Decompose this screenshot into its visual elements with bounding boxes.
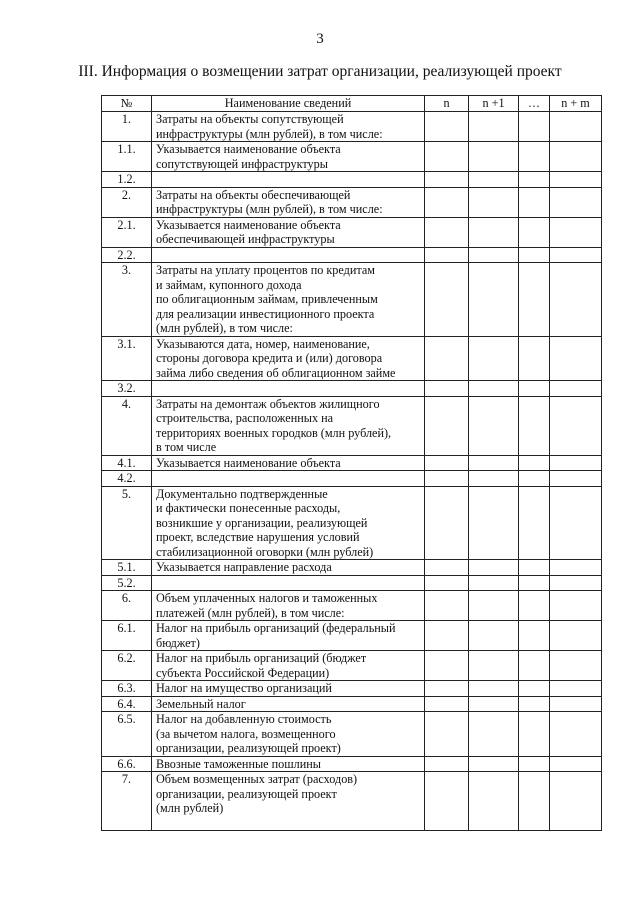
row-description-line: и займам, купонного дохода bbox=[156, 277, 302, 292]
row-number: 6.5. bbox=[102, 712, 152, 757]
row-description-line: организации, реализующей проект) bbox=[156, 741, 341, 755]
table-row bbox=[102, 772, 602, 831]
value-year-n-plus-1 bbox=[469, 712, 519, 757]
row-description-line: Налог на прибыль организаций (бюджет bbox=[156, 651, 367, 665]
value-year-n-plus-m bbox=[550, 142, 602, 172]
value-year-n bbox=[425, 486, 469, 560]
row-number: 2. bbox=[102, 187, 152, 217]
value-year-n-plus-m bbox=[550, 772, 602, 831]
value-year-n-plus-1 bbox=[469, 560, 519, 576]
row-description-line: стабилизационной оговорки (млн рублей) bbox=[156, 544, 374, 559]
value-year-n-plus-m bbox=[550, 336, 602, 381]
row-description-line bbox=[156, 471, 420, 486]
row-description-line: Налог на добавленную стоимость bbox=[156, 712, 332, 726]
value-year-n-plus-1 bbox=[469, 217, 519, 247]
value-year-n-plus-m bbox=[550, 172, 602, 188]
table-row bbox=[102, 396, 602, 455]
row-description-line: (млн рублей), в том числе: bbox=[156, 321, 293, 335]
table-row bbox=[102, 712, 602, 757]
row-description bbox=[152, 560, 425, 576]
row-number: 6.6. bbox=[102, 756, 152, 772]
value-year-n-plus-1 bbox=[469, 696, 519, 712]
value-year-n-plus-m bbox=[550, 247, 602, 263]
value-ellipsis bbox=[519, 772, 550, 831]
row-description-line: сопутствующей инфраструктуры bbox=[156, 156, 328, 171]
value-year-n-plus-m bbox=[550, 696, 602, 712]
row-description-line: Указывается направление расхода bbox=[156, 560, 332, 574]
header-name: Наименование сведений bbox=[152, 96, 425, 112]
header-ellipsis: … bbox=[519, 96, 550, 112]
table-row bbox=[102, 471, 602, 487]
value-year-n-plus-m bbox=[550, 651, 602, 681]
row-number: 5.2. bbox=[102, 575, 152, 591]
row-description-line: Указывается наименование объекта bbox=[156, 217, 341, 232]
row-description-line: Указывается наименование объекта bbox=[156, 455, 341, 470]
row-description bbox=[152, 142, 425, 172]
table-row bbox=[102, 756, 602, 772]
value-year-n-plus-1 bbox=[469, 336, 519, 381]
row-description-line: платежей (млн рублей), в том числе: bbox=[156, 605, 345, 620]
row-description-line: инфраструктуры (млн рублей), в том числе: bbox=[156, 126, 383, 141]
row-description-line: Затраты на демонтаж объектов жилищного bbox=[156, 396, 380, 411]
row-number: 1.2. bbox=[102, 172, 152, 188]
row-description-line: возникшие у организации, реализующей bbox=[156, 515, 368, 530]
table-row bbox=[102, 247, 602, 263]
row-number: 1.1. bbox=[102, 142, 152, 172]
value-year-n bbox=[425, 696, 469, 712]
table-row bbox=[102, 263, 602, 337]
value-year-n-plus-m bbox=[550, 217, 602, 247]
value-ellipsis bbox=[519, 381, 550, 397]
row-description-line bbox=[156, 576, 420, 591]
value-ellipsis bbox=[519, 560, 550, 576]
value-ellipsis bbox=[519, 336, 550, 381]
row-description bbox=[152, 396, 425, 455]
value-ellipsis bbox=[519, 217, 550, 247]
row-description-line bbox=[156, 381, 420, 396]
value-year-n bbox=[425, 142, 469, 172]
value-ellipsis bbox=[519, 247, 550, 263]
value-ellipsis bbox=[519, 486, 550, 560]
row-description bbox=[152, 217, 425, 247]
value-year-n bbox=[425, 336, 469, 381]
value-year-n-plus-1 bbox=[469, 621, 519, 651]
value-year-n-plus-m bbox=[550, 591, 602, 621]
value-ellipsis bbox=[519, 396, 550, 455]
value-year-n bbox=[425, 621, 469, 651]
row-description bbox=[152, 681, 425, 697]
value-year-n bbox=[425, 112, 469, 142]
value-ellipsis bbox=[519, 112, 550, 142]
table-row bbox=[102, 486, 602, 560]
value-ellipsis bbox=[519, 187, 550, 217]
row-number: 3.1. bbox=[102, 336, 152, 381]
value-year-n bbox=[425, 591, 469, 621]
value-year-n-plus-1 bbox=[469, 681, 519, 697]
row-number: 4. bbox=[102, 396, 152, 455]
row-description-line: Документально подтвержденные bbox=[156, 486, 328, 501]
row-description-line: по облигационным займам, привлеченным bbox=[156, 292, 378, 306]
row-description-line: Налог на прибыль организаций (федеральный bbox=[156, 621, 396, 635]
value-year-n bbox=[425, 381, 469, 397]
value-ellipsis bbox=[519, 712, 550, 757]
table-row bbox=[102, 651, 602, 681]
row-number: 6. bbox=[102, 591, 152, 621]
value-ellipsis bbox=[519, 142, 550, 172]
row-description bbox=[152, 575, 425, 591]
value-year-n bbox=[425, 187, 469, 217]
value-ellipsis bbox=[519, 621, 550, 651]
row-number: 7. bbox=[102, 772, 152, 831]
row-description-line bbox=[156, 248, 420, 263]
table-row bbox=[102, 575, 602, 591]
table-row bbox=[102, 696, 602, 712]
value-year-n-plus-1 bbox=[469, 263, 519, 337]
row-description-line: займа либо сведения об облигационном займе bbox=[156, 365, 396, 380]
value-year-n-plus-m bbox=[550, 575, 602, 591]
row-description-line: бюджет) bbox=[156, 635, 200, 650]
value-year-n bbox=[425, 172, 469, 188]
row-description-line: субъекта Российской Федерации) bbox=[156, 665, 330, 680]
row-description bbox=[152, 455, 425, 471]
row-description bbox=[152, 756, 425, 772]
row-description-line: Указываются дата, номер, наименование, bbox=[156, 336, 370, 351]
table-row bbox=[102, 187, 602, 217]
value-ellipsis bbox=[519, 756, 550, 772]
value-year-n-plus-m bbox=[550, 396, 602, 455]
row-description-line bbox=[156, 816, 420, 831]
value-ellipsis bbox=[519, 681, 550, 697]
row-description-line: территориях военных городков (млн рублей), bbox=[156, 425, 392, 440]
row-description-line: Земельный налог bbox=[156, 696, 246, 711]
table-row bbox=[102, 560, 602, 576]
value-year-n-plus-1 bbox=[469, 486, 519, 560]
value-year-n-plus-1 bbox=[469, 651, 519, 681]
value-year-n-plus-1 bbox=[469, 756, 519, 772]
header-year-n: n bbox=[425, 96, 469, 112]
value-year-n bbox=[425, 712, 469, 757]
value-year-n-plus-1 bbox=[469, 396, 519, 455]
row-description-line: Объем возмещенных затрат (расходов) bbox=[156, 772, 358, 786]
reimbursement-info-table bbox=[101, 95, 602, 831]
row-description bbox=[152, 651, 425, 681]
row-description-line: стороны договора кредита и (или) договора bbox=[156, 351, 383, 365]
header-year-n-plus-1: n +1 bbox=[469, 96, 519, 112]
row-number: 2.1. bbox=[102, 217, 152, 247]
row-description bbox=[152, 381, 425, 397]
row-number: 6.1. bbox=[102, 621, 152, 651]
table-row bbox=[102, 112, 602, 142]
row-description-line: и фактически понесенные расходы, bbox=[156, 501, 341, 515]
value-ellipsis bbox=[519, 263, 550, 337]
value-ellipsis bbox=[519, 575, 550, 591]
value-year-n bbox=[425, 217, 469, 247]
value-year-n-plus-1 bbox=[469, 381, 519, 397]
table-header-row bbox=[102, 96, 602, 112]
value-year-n-plus-m bbox=[550, 756, 602, 772]
row-description-line: обеспечивающей инфраструктуры bbox=[156, 232, 335, 246]
row-description-line: Затраты на объекты обеспечивающей bbox=[156, 187, 351, 202]
value-year-n-plus-1 bbox=[469, 455, 519, 471]
row-description bbox=[152, 591, 425, 621]
row-number: 2.2. bbox=[102, 247, 152, 263]
value-year-n-plus-1 bbox=[469, 591, 519, 621]
value-ellipsis bbox=[519, 591, 550, 621]
row-description-line: Затраты на объекты сопутствующей bbox=[156, 112, 344, 126]
value-year-n-plus-m bbox=[550, 112, 602, 142]
row-number: 3.2. bbox=[102, 381, 152, 397]
value-year-n-plus-1 bbox=[469, 142, 519, 172]
table-row bbox=[102, 381, 602, 397]
value-year-n-plus-m bbox=[550, 560, 602, 576]
value-year-n-plus-1 bbox=[469, 112, 519, 142]
value-year-n-plus-m bbox=[550, 681, 602, 697]
value-year-n bbox=[425, 772, 469, 831]
row-description bbox=[152, 172, 425, 188]
value-year-n bbox=[425, 575, 469, 591]
table-row bbox=[102, 681, 602, 697]
row-number: 5. bbox=[102, 486, 152, 560]
value-year-n bbox=[425, 396, 469, 455]
value-year-n bbox=[425, 263, 469, 337]
row-description-line: организации, реализующей проект bbox=[156, 786, 337, 801]
value-ellipsis bbox=[519, 696, 550, 712]
row-number: 1. bbox=[102, 112, 152, 142]
row-description-line bbox=[156, 172, 420, 187]
section-title: III. Информация о возмещении затрат организации, реализующей проект bbox=[78, 63, 562, 80]
value-ellipsis bbox=[519, 651, 550, 681]
row-description-line: строительства, расположенных на bbox=[156, 411, 334, 425]
value-ellipsis bbox=[519, 172, 550, 188]
row-number: 4.2. bbox=[102, 471, 152, 487]
table-row bbox=[102, 336, 602, 381]
value-year-n bbox=[425, 681, 469, 697]
table-row bbox=[102, 621, 602, 651]
row-number: 6.4. bbox=[102, 696, 152, 712]
value-year-n-plus-m bbox=[550, 455, 602, 471]
header-year-n-plus-m: n + m bbox=[550, 96, 602, 112]
row-description bbox=[152, 471, 425, 487]
row-description bbox=[152, 486, 425, 560]
row-description-line: для реализации инвестиционного проекта bbox=[156, 306, 375, 321]
row-description bbox=[152, 712, 425, 757]
table-row bbox=[102, 217, 602, 247]
row-description bbox=[152, 187, 425, 217]
table-row bbox=[102, 142, 602, 172]
value-year-n-plus-m bbox=[550, 621, 602, 651]
value-year-n-plus-m bbox=[550, 381, 602, 397]
row-description-line: (млн рублей) bbox=[156, 801, 224, 815]
value-year-n bbox=[425, 756, 469, 772]
row-description-line: Ввозные таможенные пошлины bbox=[156, 756, 321, 771]
table-body bbox=[102, 112, 602, 831]
row-description-line: Затраты на уплату процентов по кредитам bbox=[156, 263, 375, 277]
value-year-n-plus-1 bbox=[469, 247, 519, 263]
table-row bbox=[102, 591, 602, 621]
row-description-line: проект, вследствие нарушения условий bbox=[156, 530, 360, 544]
value-year-n-plus-1 bbox=[469, 172, 519, 188]
row-number: 3. bbox=[102, 263, 152, 337]
value-ellipsis bbox=[519, 455, 550, 471]
value-year-n bbox=[425, 455, 469, 471]
header-number: № bbox=[102, 96, 152, 112]
row-description-line: Указывается наименование объекта bbox=[156, 142, 341, 156]
row-description bbox=[152, 112, 425, 142]
value-year-n bbox=[425, 651, 469, 681]
row-number: 6.2. bbox=[102, 651, 152, 681]
page-number: 3 bbox=[316, 31, 324, 47]
value-year-n-plus-1 bbox=[469, 187, 519, 217]
row-description bbox=[152, 336, 425, 381]
value-year-n-plus-m bbox=[550, 187, 602, 217]
row-description bbox=[152, 263, 425, 337]
value-year-n bbox=[425, 560, 469, 576]
row-description-line: (за вычетом налога, возмещенного bbox=[156, 726, 336, 741]
row-description-line: в том числе bbox=[156, 440, 217, 454]
value-ellipsis bbox=[519, 471, 550, 487]
row-description bbox=[152, 772, 425, 831]
value-year-n-plus-m bbox=[550, 486, 602, 560]
row-number: 4.1. bbox=[102, 455, 152, 471]
value-year-n bbox=[425, 247, 469, 263]
row-description bbox=[152, 621, 425, 651]
row-description bbox=[152, 696, 425, 712]
row-number: 6.3. bbox=[102, 681, 152, 697]
value-year-n-plus-m bbox=[550, 712, 602, 757]
value-year-n-plus-m bbox=[550, 263, 602, 337]
value-year-n-plus-1 bbox=[469, 772, 519, 831]
value-year-n-plus-1 bbox=[469, 471, 519, 487]
row-description-line: Налог на имущество организаций bbox=[156, 681, 332, 695]
table-row bbox=[102, 172, 602, 188]
table-row bbox=[102, 455, 602, 471]
row-description bbox=[152, 247, 425, 263]
value-year-n-plus-m bbox=[550, 471, 602, 487]
row-description-line: инфраструктуры (млн рублей), в том числе: bbox=[156, 202, 383, 216]
value-year-n bbox=[425, 471, 469, 487]
value-year-n-plus-1 bbox=[469, 575, 519, 591]
row-description-line: Объем уплаченных налогов и таможенных bbox=[156, 591, 378, 605]
row-number: 5.1. bbox=[102, 560, 152, 576]
